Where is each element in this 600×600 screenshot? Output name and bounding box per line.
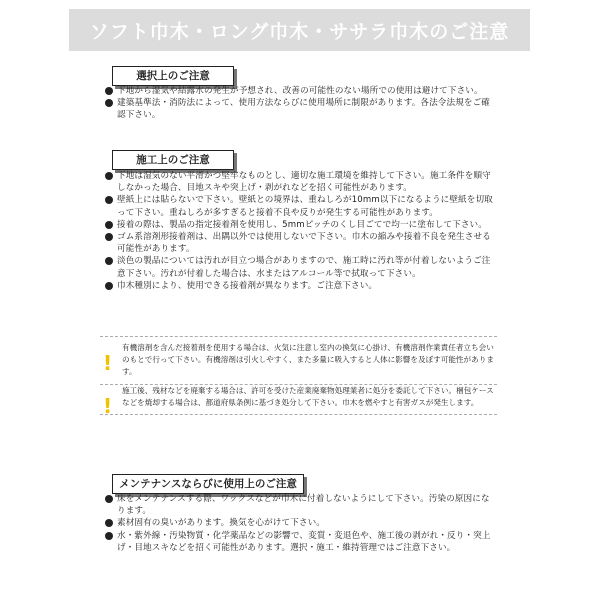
bullet-icon bbox=[105, 221, 113, 229]
list-item-text: 水・紫外線・汚染物質・化学薬品などの影響で、変質・変退色や、施工後の剥がれ・反り・突上げ・目地スキなどを招く可能性があります。選択・施工・維持管理ではご注意下さい。 bbox=[117, 530, 491, 553]
section-heading-construction: 施工上のご注意 bbox=[112, 150, 234, 170]
list-item bbox=[104, 280, 494, 292]
list-item-text: 淡色の製品については汚れが目立つ場合がありますので、施工時に汚れ等が付着しないようご注意下さい。汚れが付着した場合は、水またはアルコール等で拭取って下さい。 bbox=[117, 256, 491, 279]
warning-box-solvent bbox=[100, 336, 497, 385]
warning-text: 施工後、残材などを廃棄する場合は、許可を受けた産業廃棄物処理業者に処分を委託して下さい。梱包ケースなどを焼却する場合は、都道府県条例に基づき処分して下さい。巾木を燃やすと有害ガスが発生します。 bbox=[122, 386, 494, 408]
list-item bbox=[104, 255, 494, 279]
list-item bbox=[104, 97, 494, 121]
list-item-text: 接着の際は、製品の指定接着剤を使用し、5mmピッチのくし目ごてで均一に塗布して下さい。 bbox=[117, 219, 487, 230]
list-item bbox=[104, 231, 494, 255]
section-heading-maintenance: メンテナンスならびに使用上のご注意 bbox=[112, 474, 304, 494]
list-item bbox=[104, 493, 494, 517]
list-item bbox=[104, 194, 494, 218]
maintenance-notes-list bbox=[104, 493, 494, 554]
list-item-text: 巾木種別により、使用できる接着剤が異なります。ご注意下さい。 bbox=[117, 280, 378, 291]
list-item-text: 素材固有の臭いがあります。換気を心がけて下さい。 bbox=[117, 518, 325, 529]
list-item bbox=[104, 517, 494, 529]
list-item-text: 下地から湿気や結露水の発生が予想され、改善の可能性のない場所での使用は避けて下さい。 bbox=[117, 86, 483, 96]
list-item bbox=[104, 530, 494, 554]
bullet-icon bbox=[105, 532, 113, 540]
bullet-icon bbox=[105, 257, 113, 265]
warning-icon: ! bbox=[103, 394, 113, 418]
bullet-icon bbox=[105, 519, 113, 527]
warning-box-disposal bbox=[100, 380, 497, 418]
list-item-text: 建築基準法・消防法によって、使用方法ならびに使用場所に制限があります。各法令法規をご確認下さい。 bbox=[117, 98, 490, 121]
list-item bbox=[104, 219, 494, 231]
bullet-icon bbox=[105, 172, 113, 180]
list-item-text: 床をメンテナンスする際、ワックスなどが巾木に付着しないようにして下さい。汚染の原因になります。 bbox=[117, 494, 490, 517]
bullet-icon bbox=[105, 282, 113, 290]
section-heading-selection: 選択上のご注意 bbox=[112, 66, 234, 86]
list-item bbox=[104, 85, 494, 97]
list-item bbox=[104, 170, 494, 194]
construction-notes-list bbox=[104, 170, 494, 292]
list-item-text: ゴム系溶剤形接着剤は、出隅以外では使用しないで下さい。巾木の縮みや接着不良を発生させる可能性があります。 bbox=[117, 232, 491, 255]
list-item-text: 下地は湿気のない平滑かつ堅牢なものとし、適切な施工環境を維持して下さい。施工条件を順守しなかった場合、目地スキや突上げ・剥がれなどを招く可能性があります。 bbox=[117, 171, 491, 194]
list-item-text: 壁紙上には貼らないで下さい。壁紙との境界は、重ねしろが10mm以下になるように壁紙を切取って下さい。重ねしろが多すぎると接着不良や反りが発生する可能性があります。 bbox=[117, 195, 493, 218]
warning-icon: ! bbox=[103, 351, 113, 375]
bullet-icon bbox=[105, 233, 113, 241]
bullet-icon bbox=[105, 87, 113, 95]
bullet-icon bbox=[105, 196, 113, 204]
page-title: ソフト巾木・ロング巾木・ササラ巾木のご注意 bbox=[69, 9, 530, 51]
selection-notes-list bbox=[104, 85, 494, 122]
bullet-icon bbox=[105, 495, 113, 503]
bullet-icon bbox=[105, 99, 113, 107]
warning-text: 有機溶剤を含んだ接着剤を使用する場合は、火気に注意し室内の換気に心掛け、有機溶剤作業責任者立ち会いのもとで行って下さい。有機溶剤は引火しやすく、また多量に吸入すると人体に影響を及ぼす可能性があります。 bbox=[122, 343, 494, 377]
